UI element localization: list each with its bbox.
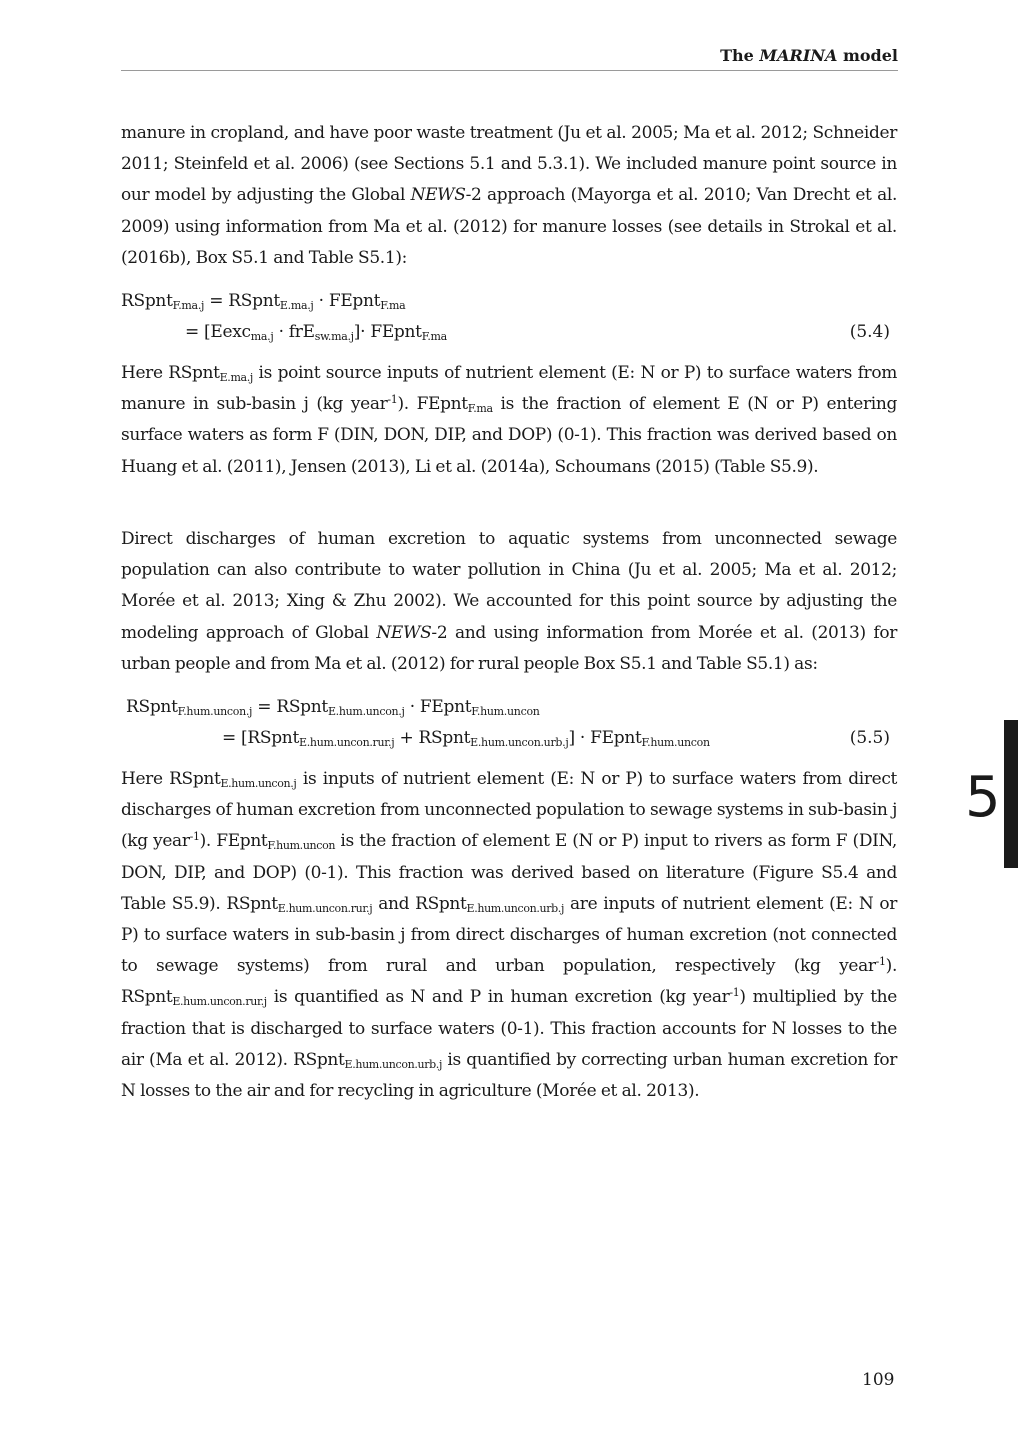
equation-5-4-number: (5.4) [849, 322, 890, 342]
header-model-name: MARINA [759, 46, 838, 65]
paragraph-4-block [121, 764, 897, 1107]
paragraph-4: Here RSpnt$_{E.hum.uncon.j}$ is inputs of nutrient element (E: N or P) to surface waters from direct discharges of human excretion from unconnected population to sewage systems in sub-basin j (kg year$^{-1}$). FEpnt$_{F.hum.uncon}$ is the fraction of element E (N or P) input to rivers as form F (DIN, DON, DIP, and DOP) (0-1). This fraction was derived based on literature (Figure S5.4 and Table S5.9). RSpnt$_{E.hum.uncon.rur.j}$ and RSpnt$_{E.hum.uncon.urb.j}$ are inputs of nutrient element (E: N or P) to surface waters in sub-basin j from direct discharges of human excretion (not connected to sewage systems) from rural and urban population, respectively (kg year$^{-1}$). RSpnt$_{E.hum.uncon.rur.j}$ is quantified as N and P in human excretion (kg year$^{-1}$) multiplied by the fraction that is discharged to surface waters (0-1). This fraction accounts for N losses to the air (Ma et al. 2012). RSpnt$_{E.hum.uncon.urb.j}$ is quantified by correcting urban human excretion for N losses to the air and for recycling in agriculture (Morée et al. 2013). [121, 769, 897, 1102]
paragraph-1: manure in cropland, and have poor waste treatment (Ju et al. 2005; Ma et al. 2012; Schneider 2011; Steinfeld et al. 2006) (see Sections 5.1 and 5.3.1). We included manure point source in our model by adjusting the Global NEWS-2 approach (Mayorga et al. 2010; Van Drecht et al. 2009) using information from Ma et al. (2012) for manure losses (see details in Strokal et al. (2016b), Box S5.1 and Table S5.1): [121, 123, 898, 268]
chapter-tab-bar [1004, 720, 1018, 868]
paragraph-1-block [121, 118, 897, 274]
paragraph-2: Here RSpnt$_{E.ma.j}$ is point source inputs of nutrient element (E: N or P) to surface waters from manure in sub-basin j (kg year$^{-1}$). FEpnt$_{F.ma}$ is the fraction of element E (N or P) entering surface waters as form F (DIN, DON, DIP, and DOP) (0-1). This fraction was derived based on Huang et al. (2011), Jensen (2013), Li et al. (2014a), Schoumans (2015) (Table S5.9). [121, 363, 897, 477]
header-text-post: model [837, 46, 898, 65]
paragraph-3-block [121, 524, 897, 680]
equation-5-4-line-2: = [Eexc$_{ma.j}$ · frE$_{sw.ma.j}$]· FEpnt$_{F.ma}$ [185, 322, 447, 343]
paragraph-2-block [121, 358, 897, 483]
equation-5-5-number: (5.5) [849, 728, 890, 748]
header-text-pre: The [720, 46, 760, 65]
equation-5-5-line-1: RSpnt$_{F.hum.uncon.j}$ = RSpnt$_{E.hum.uncon.j}$ · FEpnt$_{F.hum.uncon}$ [126, 697, 540, 718]
page-number: 109 [862, 1370, 895, 1390]
paragraph-3: Direct discharges of human excretion to aquatic systems from unconnected sewage population can also contribute to water pollution in China (Ju et al. 2005; Ma et al. 2012; Morée et al. 2013; Xing & Zhu 2002). We accounted for this point source by adjusting the modeling approach of Global NEWS-2 and using information from Morée et al. (2013) for urban people and from Ma et al. (2012) for rural people Box S5.1 and Table S5.1) as: [121, 529, 898, 674]
chapter-tab-number: 5 [965, 765, 1001, 830]
equation-5-4-line-1: RSpnt$_{F.ma.j}$ = RSpnt$_{E.ma.j}$ · FEpnt$_{F.ma}$ [121, 291, 406, 312]
equation-5-5-line-2: = [RSpnt$_{E.hum.uncon.rur.j}$ + RSpnt$_{E.hum.uncon.urb.j}$] · FEpnt$_{F.hum.uncon}$ [222, 728, 710, 749]
running-header [121, 46, 898, 71]
